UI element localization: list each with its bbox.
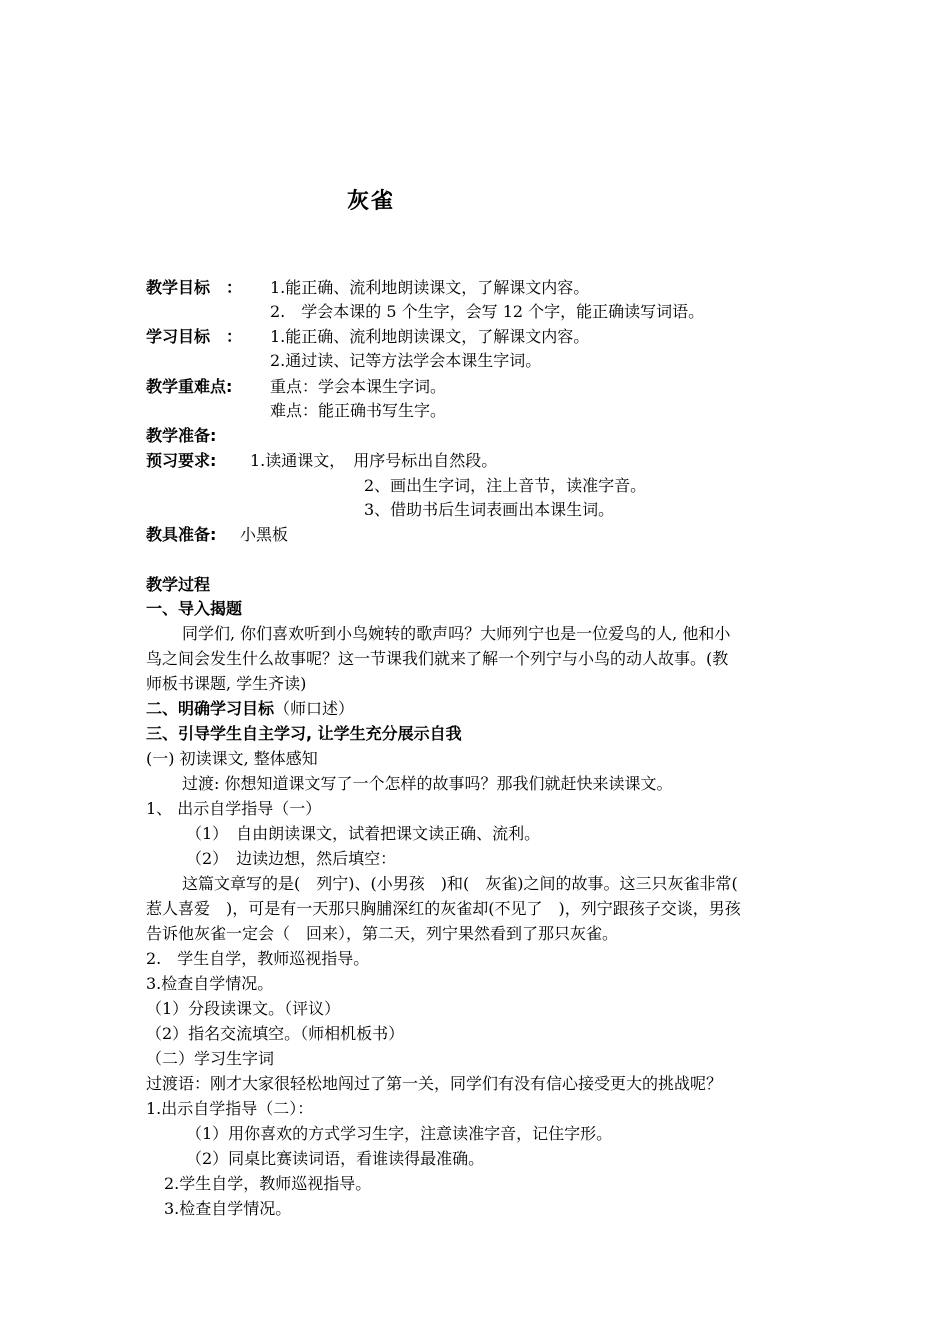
- process-heading: 教学过程: [146, 575, 211, 594]
- step-6: 3.检查自学情况。: [164, 1199, 292, 1218]
- transition-1: 过渡: 你想知道课文写了一个怎样的故事吗？那我们就赶快来读课文。: [182, 774, 673, 793]
- preview-item-3: 3、借助书后生词表画出本课生词。: [364, 500, 615, 519]
- learning-goal-1: 1.能正确、流利地朗读课文，了解课文内容。: [270, 327, 590, 346]
- teaching-goal-2: 2. 学会本课的 5 个生字，会写 12 个字，能正确读写词语。: [270, 302, 705, 321]
- preview-label: 预习要求:: [146, 451, 217, 470]
- key-point: 重点：学会本课生字词。: [270, 377, 447, 396]
- key-points-label: 教学重难点:: [146, 377, 233, 396]
- subsection-1-heading: (一) 初读课文, 整体感知: [146, 749, 318, 768]
- tools-label: 教具准备:: [146, 525, 217, 544]
- paragraph-line: 同学们, 你们喜欢听到小鸟婉转的歌声吗？大师列宁也是一位爱鸟的人, 他和小: [182, 624, 731, 643]
- fill-line: 告诉他灰雀一定会（ 回来），第二天，列宁果然看到了那只灰雀。: [146, 924, 619, 943]
- transition-2: 过渡语：刚才大家很轻松地闯过了第一关，同学们有没有信心接受更大的挑战呢？: [146, 1074, 723, 1093]
- preview-item-1: 1.读通课文， 用序号标出自然段。: [250, 451, 498, 470]
- learning-goals-label: 学习目标 ：: [146, 327, 243, 346]
- teaching-goal-1: 1.能正确、流利地朗读课文，了解课文内容。: [270, 278, 590, 297]
- subsection-2-heading: （二）学习生字词: [146, 1049, 275, 1068]
- step-1: 1、 出示自学指导（一）: [146, 799, 322, 818]
- page-title: 灰雀: [347, 189, 396, 214]
- tools-value: 小黑板: [240, 525, 289, 544]
- teaching-prep-label: 教学准备:: [146, 426, 217, 445]
- step-5: 2.学生自学，教师巡视指导。: [164, 1174, 372, 1193]
- section-3-heading: 三、引导学生自主学习, 让学生充分展示自我: [146, 724, 462, 743]
- section-2-heading: 二、明确学习目标: [146, 699, 275, 718]
- section-2-note: （师口述）: [274, 699, 355, 718]
- step-3: 3.检查自学情况。: [146, 974, 274, 993]
- section-1-heading: 一、导入揭题: [146, 599, 243, 618]
- guide-4: （2）同桌比赛读词语，看谁读得最准确。: [186, 1149, 485, 1168]
- step-2: 2. 学生自学，教师巡视指导。: [146, 949, 370, 968]
- teaching-goals-label: 教学目标 ：: [146, 278, 243, 297]
- step-4: 1.出示自学指导（二）：: [146, 1099, 314, 1118]
- guide-3: （1）用你喜欢的方式学习生字，注意读准字音，记住字形。: [186, 1124, 613, 1143]
- fill-line: 这篇文章写的是( 列宁)、(小男孩 )和( 灰雀)之间的故事。这三只灰雀非常(: [182, 874, 738, 893]
- difficult-point: 难点：能正确书写生字。: [270, 401, 447, 420]
- guide-2: （2） 边读边想，然后填空：: [186, 849, 397, 868]
- learning-goal-2: 2.通过读、记等方法学会本课生字词。: [270, 351, 542, 370]
- check-item-1: （1）分段读课文。（评议）: [146, 999, 341, 1018]
- paragraph-line: 鸟之间会发生什么故事呢？这一节课我们就来了解一个列宁与小鸟的动人故事。(教: [146, 649, 729, 668]
- fill-line: 惹人喜爱 )，可是有一天那只胸脯深红的灰雀却(不见了 )，列宁跟孩子交谈，男孩: [146, 899, 741, 918]
- check-item-2: （2）指名交流填空。（师相机板书）: [146, 1024, 405, 1043]
- preview-item-2: 2、画出生字词，注上音节，读准字音。: [364, 476, 647, 495]
- guide-1: （1） 自由朗读课文，试着把课文读正确、流利。: [186, 824, 541, 843]
- paragraph-line: 师板书课题, 学生齐读): [146, 674, 307, 693]
